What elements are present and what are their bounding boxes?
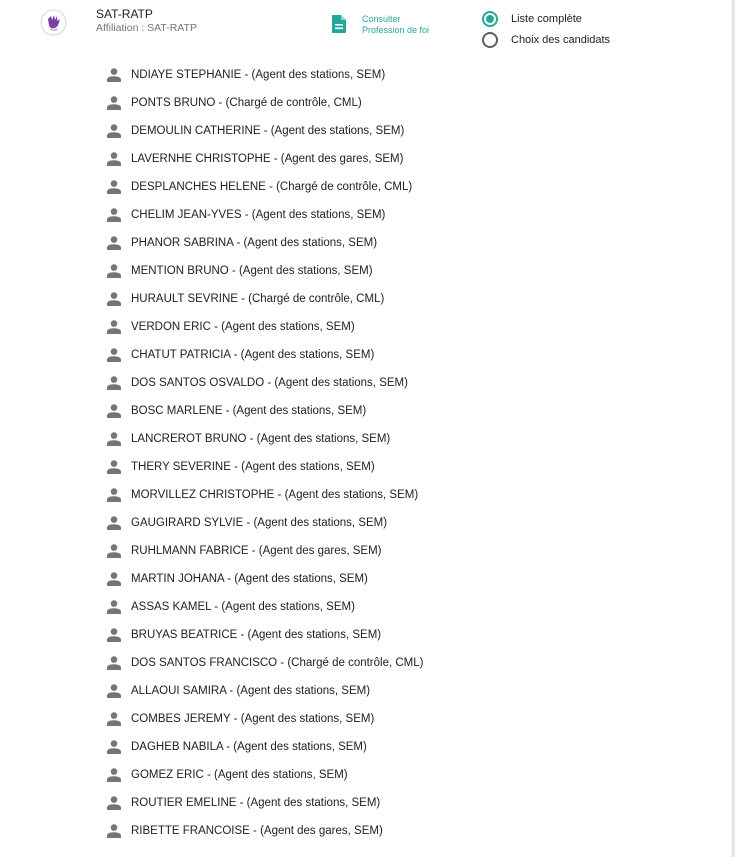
candidate-name: LANCREROT BRUNO - (Agent des stations, SEM) bbox=[131, 433, 391, 445]
list-item bbox=[107, 621, 423, 649]
candidate-name: ASSAS KAMEL - (Agent des stations, SEM) bbox=[131, 601, 355, 613]
radio-label: Liste complète bbox=[511, 12, 582, 25]
person-icon bbox=[107, 180, 121, 194]
person-icon bbox=[107, 656, 121, 670]
radio-label: Choix des candidats bbox=[511, 33, 611, 46]
list-item bbox=[107, 341, 423, 369]
list-item bbox=[107, 453, 423, 481]
radio-option-liste-complete[interactable] bbox=[482, 8, 610, 29]
candidate-name: RIBETTE FRANCOISE - (Agent des gares, SEM) bbox=[131, 825, 383, 837]
list-item bbox=[107, 89, 423, 117]
candidate-name: PONTS BRUNO - (Chargé de contrôle, CML) bbox=[131, 97, 362, 109]
profession-de-foi-label: Profession de foi bbox=[362, 25, 430, 35]
candidate-name: COMBES JEREMY - (Agent des stations, SEM) bbox=[131, 713, 375, 725]
list-item bbox=[107, 201, 423, 229]
candidate-name: MARTIN JOHANA - (Agent des stations, SEM) bbox=[131, 573, 368, 585]
person-icon bbox=[107, 460, 121, 474]
organization-affiliation: Affiliation : SAT-RATP bbox=[96, 22, 197, 34]
person-icon bbox=[107, 600, 121, 614]
person-icon bbox=[107, 516, 121, 530]
list-item bbox=[107, 285, 423, 313]
person-icon bbox=[107, 684, 121, 698]
person-icon bbox=[107, 292, 121, 306]
list-item bbox=[107, 313, 423, 341]
candidate-name: ALLAOUI SAMIRA - (Agent des stations, SEM) bbox=[131, 685, 371, 697]
list-item bbox=[107, 733, 423, 761]
person-icon bbox=[107, 628, 121, 642]
candidate-name: BOSC MARLENE - (Agent des stations, SEM) bbox=[131, 405, 367, 417]
person-icon bbox=[107, 432, 121, 446]
candidate-name: MENTION BRUNO - (Agent des stations, SEM) bbox=[131, 265, 373, 277]
candidate-name: RUHLMANN FABRICE - (Agent des gares, SEM) bbox=[131, 545, 382, 557]
person-icon bbox=[107, 376, 121, 390]
candidate-name: GOMEZ ERIC - (Agent des stations, SEM) bbox=[131, 769, 348, 781]
person-icon bbox=[107, 740, 121, 754]
candidate-name: LAVERNHE CHRISTOPHE - (Agent des gares, SEM) bbox=[131, 153, 404, 165]
list-item bbox=[107, 509, 423, 537]
person-icon bbox=[107, 96, 121, 110]
radio-selected-icon[interactable] bbox=[482, 11, 498, 27]
person-icon bbox=[107, 712, 121, 726]
person-icon bbox=[107, 208, 121, 222]
candidate-name: DOS SANTOS OSVALDO - (Agent des stations, SEM) bbox=[131, 377, 408, 389]
consult-label: Consulter bbox=[362, 14, 401, 24]
person-icon bbox=[107, 544, 121, 558]
candidate-name: PHANOR SABRINA - (Agent des stations, SEM) bbox=[131, 237, 378, 249]
person-icon bbox=[107, 796, 121, 810]
person-icon bbox=[107, 404, 121, 418]
list-item bbox=[107, 117, 423, 145]
person-icon bbox=[107, 768, 121, 782]
list-item bbox=[107, 229, 423, 257]
consult-profession-de-foi-link[interactable] bbox=[331, 14, 429, 36]
person-icon bbox=[107, 348, 121, 362]
candidate-name: DESPLANCHES HELENE - (Chargé de contrôle, CML) bbox=[131, 181, 413, 193]
list-item bbox=[107, 481, 423, 509]
list-item bbox=[107, 593, 423, 621]
list-item bbox=[107, 257, 423, 285]
person-icon bbox=[107, 152, 121, 166]
person-icon bbox=[107, 124, 121, 138]
list-item bbox=[107, 705, 423, 733]
person-icon bbox=[107, 320, 121, 334]
candidate-name: NDIAYE STEPHANIE - (Agent des stations, SEM) bbox=[131, 69, 386, 81]
list-item bbox=[107, 677, 423, 705]
list-item bbox=[107, 425, 423, 453]
list-item bbox=[107, 789, 423, 817]
candidate-name: GAUGIRARD SYLVIE - (Agent des stations, SEM) bbox=[131, 517, 388, 529]
list-item bbox=[107, 173, 423, 201]
candidate-name: CHELIM JEAN-YVES - (Agent des stations, SEM) bbox=[131, 209, 386, 221]
candidate-list bbox=[107, 61, 423, 845]
list-item bbox=[107, 537, 423, 565]
candidate-name: MORVILLEZ CHRISTOPHE - (Agent des stations, SEM) bbox=[131, 489, 419, 501]
candidate-name: VERDON ERIC - (Agent des stations, SEM) bbox=[131, 321, 355, 333]
list-item bbox=[107, 649, 423, 677]
candidate-name: BRUYAS BEATRICE - (Agent des stations, SEM) bbox=[131, 629, 382, 641]
person-icon bbox=[107, 68, 121, 82]
radio-option-choix-candidats[interactable] bbox=[482, 29, 610, 50]
person-icon bbox=[107, 572, 121, 586]
view-mode-radio-group bbox=[482, 8, 610, 50]
candidate-name: ROUTIER EMELINE - (Agent des stations, SEM) bbox=[131, 797, 381, 809]
candidate-name: DEMOULIN CATHERINE - (Agent des stations, SEM) bbox=[131, 125, 405, 137]
list-item bbox=[107, 397, 423, 425]
candidate-name: HURAULT SEVRINE - (Chargé de contrôle, CML) bbox=[131, 293, 385, 305]
person-icon bbox=[107, 264, 121, 278]
candidate-name: DOS SANTOS FRANCISCO - (Chargé de contrôle, CML) bbox=[131, 657, 424, 669]
radio-unselected-icon[interactable] bbox=[482, 32, 498, 48]
candidate-name: THERY SEVERINE - (Agent des stations, SEM) bbox=[131, 461, 375, 473]
person-icon bbox=[107, 488, 121, 502]
list-item bbox=[107, 761, 423, 789]
person-icon bbox=[107, 236, 121, 250]
list-item bbox=[107, 145, 423, 173]
list-item bbox=[107, 369, 423, 397]
list-item bbox=[107, 817, 423, 845]
organization-title: SAT-RATP bbox=[96, 7, 153, 21]
list-item bbox=[107, 61, 423, 89]
candidate-name: CHATUT PATRICIA - (Agent des stations, SEM) bbox=[131, 349, 375, 361]
candidate-name: DAGHEB NABILA - (Agent des stations, SEM) bbox=[131, 741, 367, 753]
document-icon bbox=[331, 14, 347, 34]
person-icon bbox=[107, 824, 121, 838]
list-item bbox=[107, 565, 423, 593]
hand-logo-icon bbox=[40, 9, 67, 36]
